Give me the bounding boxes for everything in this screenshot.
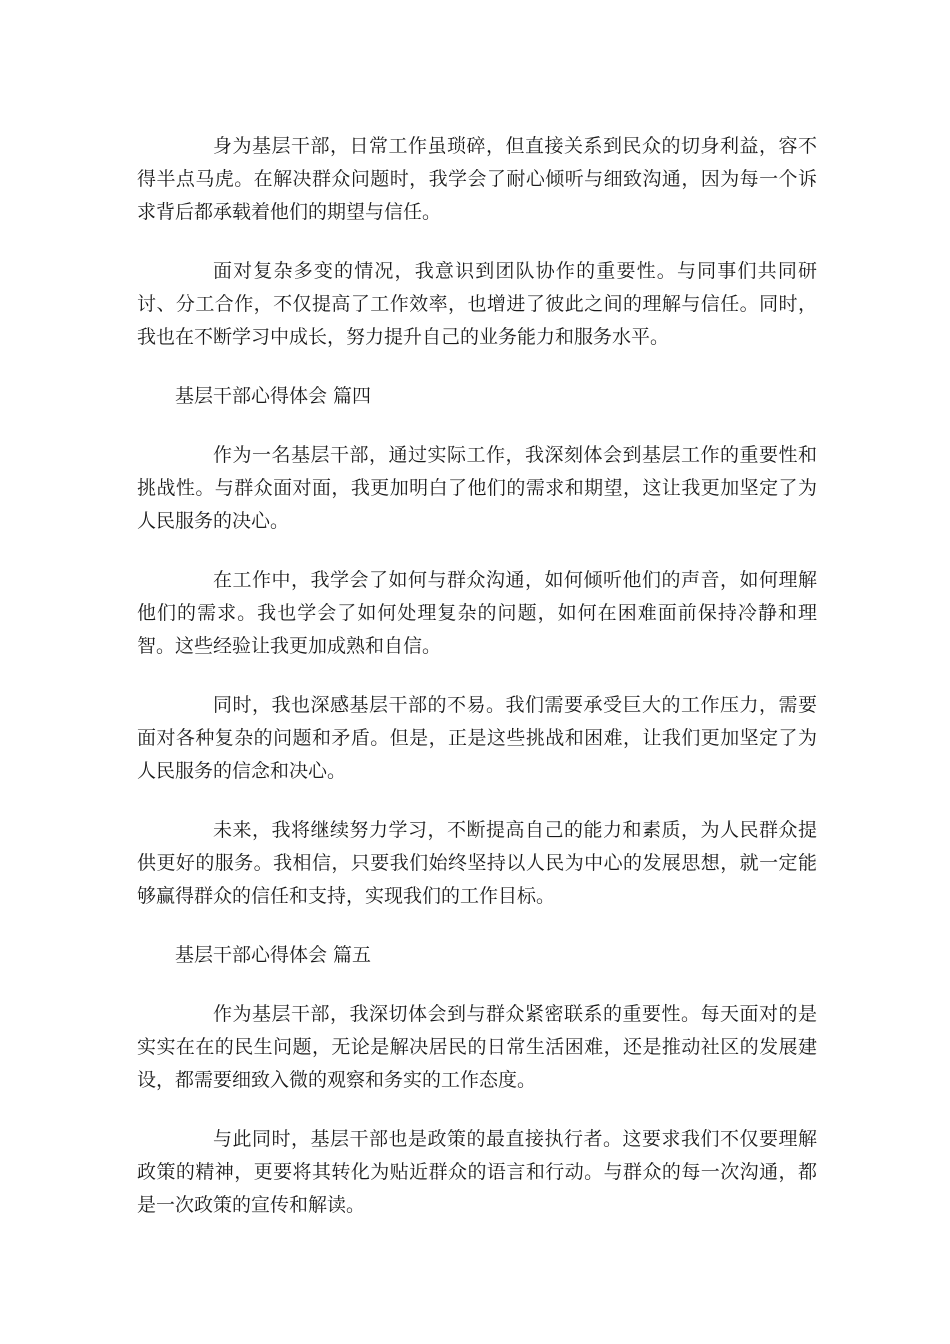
paragraph: 作为基层干部，我深切体会到与群众紧密联系的重要性。每天面对的是实实在在的民生问题，无论是解决居民的日常生活困难，还是推动社区的发展建设，都需要细致入微的观察和务实的工作态度。 — [137, 1003, 817, 1091]
paragraph: 同时，我也深感基层干部的不易。我们需要承受巨大的工作压力，需要面对各种复杂的问题和矛盾。但是，正是这些挑战和困难，让我们更加坚定了为人民服务的信念和决心。 — [137, 694, 817, 782]
paragraph: 在工作中，我学会了如何与群众沟通，如何倾听他们的声音，如何理解他们的需求。我也学会了如何处理复杂的问题，如何在困难面前保持冷静和理智。这些经验让我更加成熟和自信。 — [137, 569, 817, 657]
section-heading-4: 基层干部心得体会 篇四 — [175, 385, 372, 407]
section-heading-5: 基层干部心得体会 篇五 — [175, 944, 372, 966]
document-body — [137, 130, 817, 1248]
paragraph: 面对复杂多变的情况，我意识到团队协作的重要性。与同事们共同研讨、分工合作，不仅提高了工作效率，也增进了彼此之间的理解与信任。同时，我也在不断学习中成长，努力提升自己的业务能力和服务水平。 — [137, 260, 817, 348]
paragraph: 身为基层干部，日常工作虽琐碎，但直接关系到民众的切身利益，容不得半点马虎。在解决群众问题时，我学会了耐心倾听与细致沟通，因为每一个诉求背后都承载着他们的期望与信任。 — [137, 135, 817, 223]
paragraph: 未来，我将继续努力学习，不断提高自己的能力和素质，为人民群众提供更好的服务。我相信，只要我们始终坚持以人民为中心的发展思想，就一定能够赢得群众的信任和支持，实现我们的工作目标。 — [137, 819, 817, 907]
paragraph: 与此同时，基层干部也是政策的最直接执行者。这要求我们不仅要理解政策的精神，更要将其转化为贴近群众的语言和行动。与群众的每一次沟通，都是一次政策的宣传和解读。 — [137, 1128, 817, 1216]
paragraph: 作为一名基层干部，通过实际工作，我深刻体会到基层工作的重要性和挑战性。与群众面对面，我更加明白了他们的需求和期望，这让我更加坚定了为人民服务的决心。 — [137, 444, 817, 532]
